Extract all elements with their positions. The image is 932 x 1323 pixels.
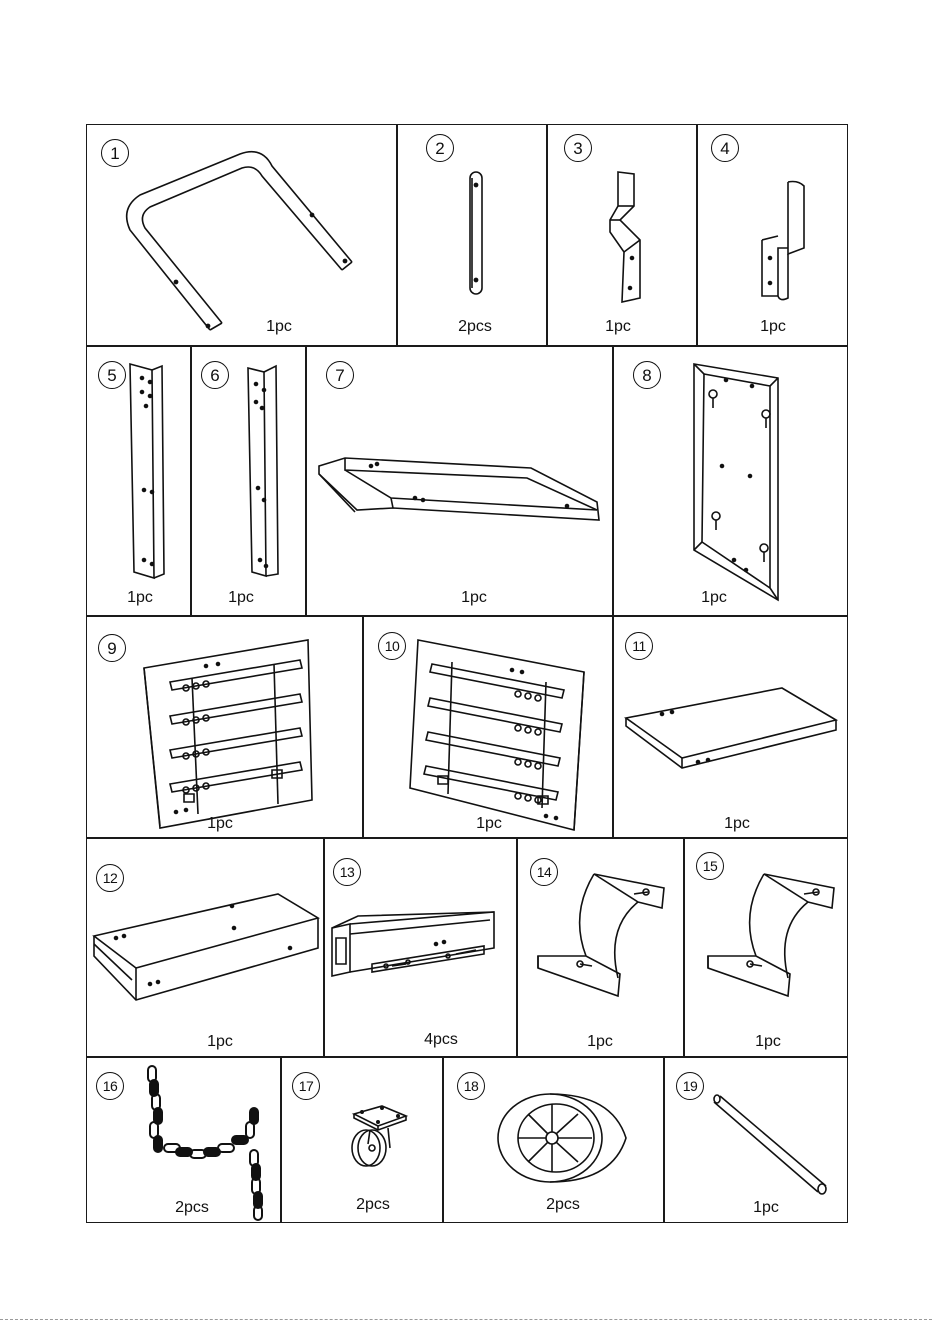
drawer-rail-panel-illustration (408, 636, 588, 832)
row-divider (86, 615, 848, 617)
u-handle-illustration (100, 140, 390, 340)
flat-strap-illustration (463, 170, 493, 300)
part-quantity-10: 1pc (476, 815, 502, 832)
part-number-13: 13 (333, 858, 361, 886)
part-number-3: 3 (564, 134, 592, 162)
part-quantity-1: 1pc (266, 318, 292, 335)
column-divider (663, 1056, 665, 1223)
wheel-bracket-illustration (704, 870, 844, 1000)
side-post-illustration (240, 362, 290, 582)
part-number-14: 14 (530, 858, 558, 886)
part-number-10 two: 10 (378, 632, 406, 660)
row-divider (86, 1056, 848, 1058)
chain-illustration (140, 1064, 280, 1224)
back-panel-illustration (686, 362, 786, 604)
part-quantity-16: 2pcs (175, 1199, 209, 1216)
column-divider (612, 345, 614, 616)
row-divider (86, 345, 848, 347)
drawer-illustration (328, 908, 508, 986)
part-number-5: 5 (98, 361, 126, 389)
part-number-19: 19 (676, 1072, 704, 1100)
l-bracket-illustration (752, 178, 812, 308)
wheel-illustration (494, 1088, 630, 1188)
part-quantity-17: 2pcs (356, 1196, 390, 1213)
part-quantity-13: 4pcs (424, 1031, 458, 1048)
column-divider (696, 124, 698, 346)
caster-wheel-illustration (340, 1104, 416, 1174)
part-quantity-19: 1pc (753, 1199, 779, 1216)
rod-illustration (710, 1092, 834, 1200)
tray-frame-illustration (315, 450, 605, 530)
column-divider (323, 837, 325, 1057)
part-quantity-3: 1pc (605, 318, 631, 335)
column-divider (190, 345, 192, 616)
part-number-17: 17 (292, 1072, 320, 1100)
side-post-illustration (122, 362, 172, 582)
drawer-rail-panel-illustration (140, 636, 320, 832)
part-number-8: 8 (633, 361, 661, 389)
column-divider (362, 615, 364, 838)
part-number-11: 11 (625, 632, 653, 660)
part-quantity-15: 1pc (755, 1033, 781, 1050)
column-divider (442, 1056, 444, 1223)
part-quantity-14: 1pc (587, 1033, 613, 1050)
part-number-4: 4 (711, 134, 739, 162)
column-divider (683, 837, 685, 1057)
part-number-2: 2 (426, 134, 454, 162)
part-number-6: 6 (201, 361, 229, 389)
flat-tray-illustration (622, 684, 842, 776)
part-quantity-11: 1pc (724, 815, 750, 832)
part-quantity-9: 1pc (207, 815, 233, 832)
column-divider (516, 837, 518, 1057)
part-quantity-6: 1pc (228, 589, 254, 606)
part-quantity-2: 2pcs (458, 318, 492, 335)
part-quantity-5: 1pc (127, 589, 153, 606)
part-number-15: 15 (696, 852, 724, 880)
part-number-18: 18 (457, 1072, 485, 1100)
part-number-7: 7 (326, 361, 354, 389)
column-divider (305, 345, 307, 616)
deep-tray-illustration (90, 888, 322, 1002)
part-quantity-4: 1pc (760, 318, 786, 335)
part-quantity-7: 1pc (461, 589, 487, 606)
part-number-16: 16 (96, 1072, 124, 1100)
part-quantity-8: 1pc (701, 589, 727, 606)
part-number-12: 12 (96, 864, 124, 892)
part-number-9: 9 (98, 634, 126, 662)
wheel-bracket-illustration (534, 870, 674, 1000)
column-divider (612, 615, 614, 838)
column-divider (280, 1056, 282, 1223)
part-quantity-12: 1pc (207, 1033, 233, 1050)
part-quantity-18: 2pcs (546, 1196, 580, 1213)
bent-bracket-illustration (600, 168, 650, 308)
column-divider (546, 124, 548, 346)
column-divider (396, 124, 398, 346)
row-divider (86, 837, 848, 839)
part-number-1: 1 (101, 139, 129, 167)
page-bottom-rule (0, 1319, 932, 1320)
